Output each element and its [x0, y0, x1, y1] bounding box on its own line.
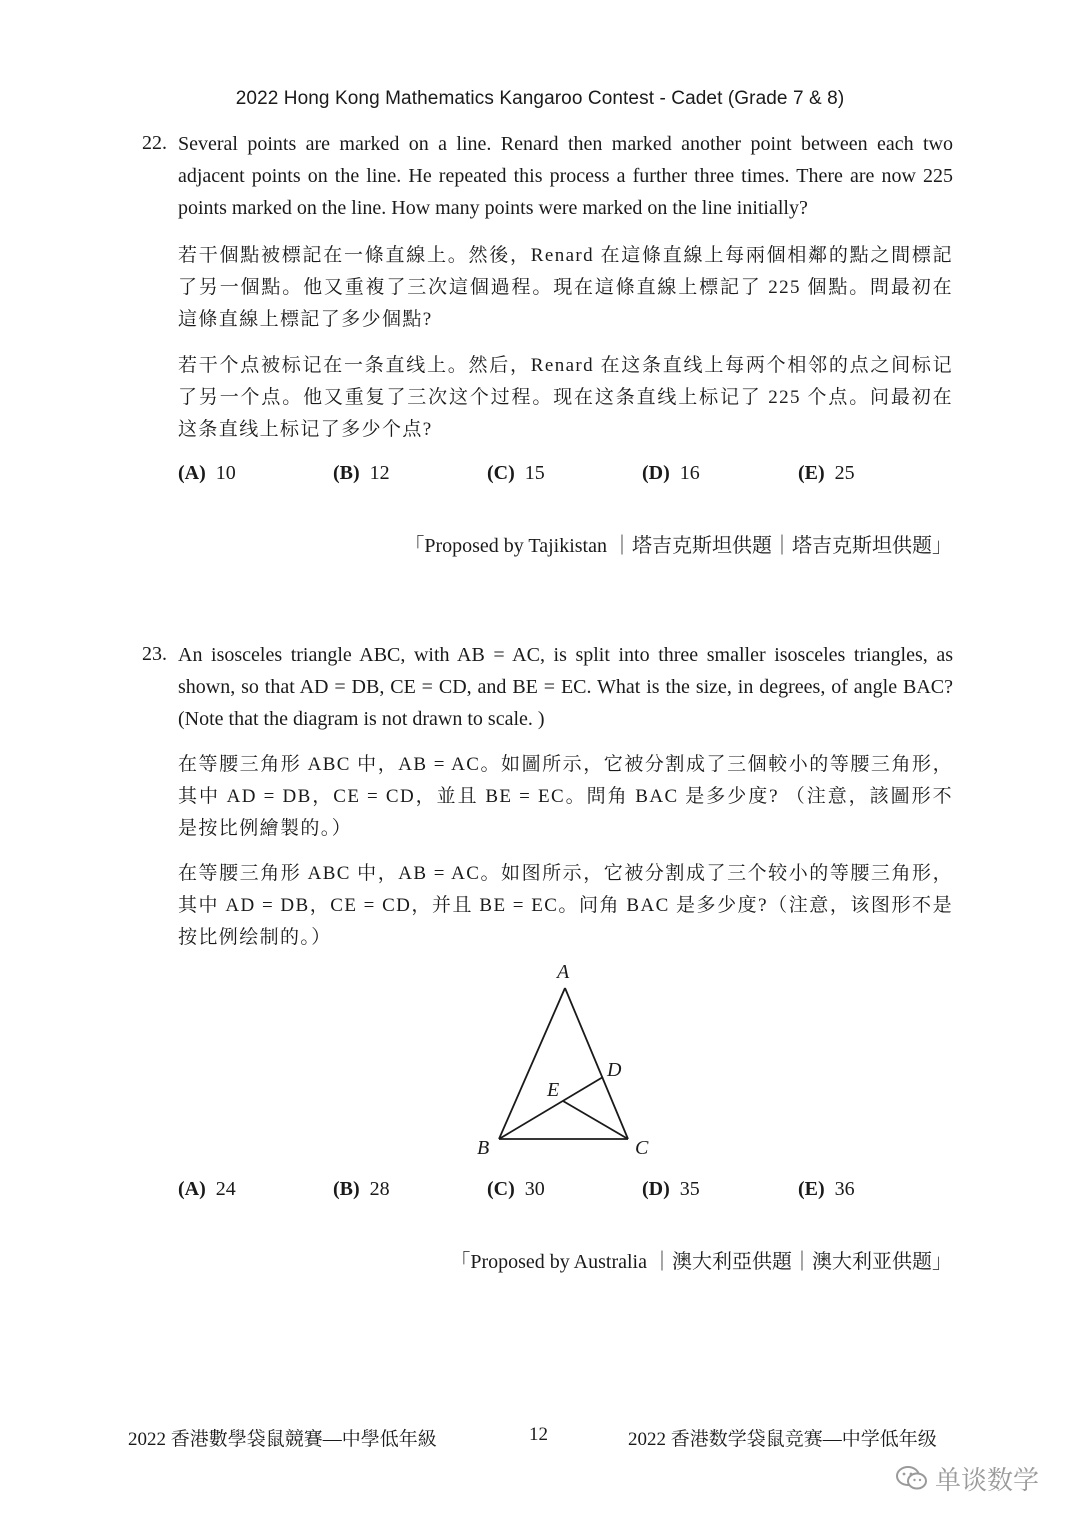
- q23-option-b: (B) 28: [333, 1178, 390, 1200]
- footer-right: 2022 香港数学袋鼠竞赛—中学低年级: [628, 1429, 937, 1450]
- label-d: D: [607, 1059, 622, 1081]
- question-23-text-zh-trad: 在等腰三角形 ABC 中，AB = AC。如圖所示，它被分割成了三個較小的等腰三角形，其中 AD = DB，CE = CD，並且 BE = EC。問角 BAC 是多少度? （注意，該圖形不是按比例繪製的。）: [178, 754, 953, 839]
- question-23-number: 23.: [142, 643, 167, 665]
- q22-option-e: (E) 25: [798, 462, 855, 484]
- q23-source: 「Proposed by Australia ｜澳大利亞供題｜澳大利亚供题」: [450, 1251, 952, 1273]
- question-23-text-zh-simp: 在等腰三角形 ABC 中，AB = AC。如图所示，它被分割成了三个较小的等腰三角形，其中 AD = DB，CE = CD，并且 BE = EC。问角 BAC 是多少度?（注意，该图形不是按比例绘制的。）: [178, 863, 953, 948]
- q22-option-c: (C) 15: [487, 462, 545, 484]
- label-a: A: [557, 961, 570, 983]
- q22-source: 「Proposed by Tajikistan ｜塔吉克斯坦供題｜塔吉克斯坦供题」: [404, 535, 952, 557]
- q23-option-e: (E) 36: [798, 1178, 855, 1200]
- watermark: [895, 1460, 1039, 1499]
- watermark-text: 单谈数学: [935, 1466, 1040, 1496]
- question-22-number: 22.: [142, 132, 167, 154]
- q23-option-c: (C) 30: [487, 1178, 545, 1200]
- question-22-text-zh-simp: 若干个点被标记在一条直线上。然后，Renard 在这条直线上每两个相邻的点之间标记了另一个点。他又重复了三次这个过程。现在这条直线上标记了 225 个点。问最初在这条直线上标记了多少个点?: [178, 355, 953, 440]
- edge-ab: [499, 988, 565, 1139]
- question-22-text-zh-trad: 若干個點被標記在一條直線上。然後，Renard 在這條直線上每兩個相鄰的點之間標記了另一個點。他又重複了三次這個過程。現在這條直線上標記了 225 個點。問最初在這條直線上標記了多少個點?: [178, 245, 953, 330]
- q23-option-a: (A) 24: [178, 1178, 236, 1200]
- q22-option-a: (A) 10: [178, 462, 236, 484]
- label-c: C: [635, 1137, 649, 1159]
- q22-option-b: (B) 12: [333, 462, 390, 484]
- triangle-diagram: [460, 955, 680, 1165]
- q22-option-d: (D) 16: [642, 462, 700, 484]
- label-e: E: [547, 1079, 560, 1101]
- footer-left: 2022 香港數學袋鼠競賽—中學低年級: [128, 1429, 437, 1450]
- question-23-text-en: An isosceles triangle ABC, with AB = AC, is split into three smaller isosceles triangles, as shown, so that AD = DB, CE = CD, and BE = EC. What is the size, in degrees, of angle BAC? (Note that the diagram is not drawn to scale. ): [178, 644, 953, 730]
- wechat-icon: [895, 1464, 929, 1499]
- question-22-text-en: Several points are marked on a line. Renard then marked another point between each two adjacent points on the line. He repeated this process a further three times. There are now 225 points marked on the line. How many points were marked on the line initially?: [178, 133, 953, 219]
- page-header: 2022 Hong Kong Mathematics Kangaroo Contest - Cadet (Grade 7 & 8): [235, 88, 845, 109]
- q23-option-d: (D) 35: [642, 1178, 700, 1200]
- segment-ce: [563, 1101, 628, 1139]
- page-number: 12: [529, 1424, 548, 1445]
- label-b: B: [477, 1137, 490, 1159]
